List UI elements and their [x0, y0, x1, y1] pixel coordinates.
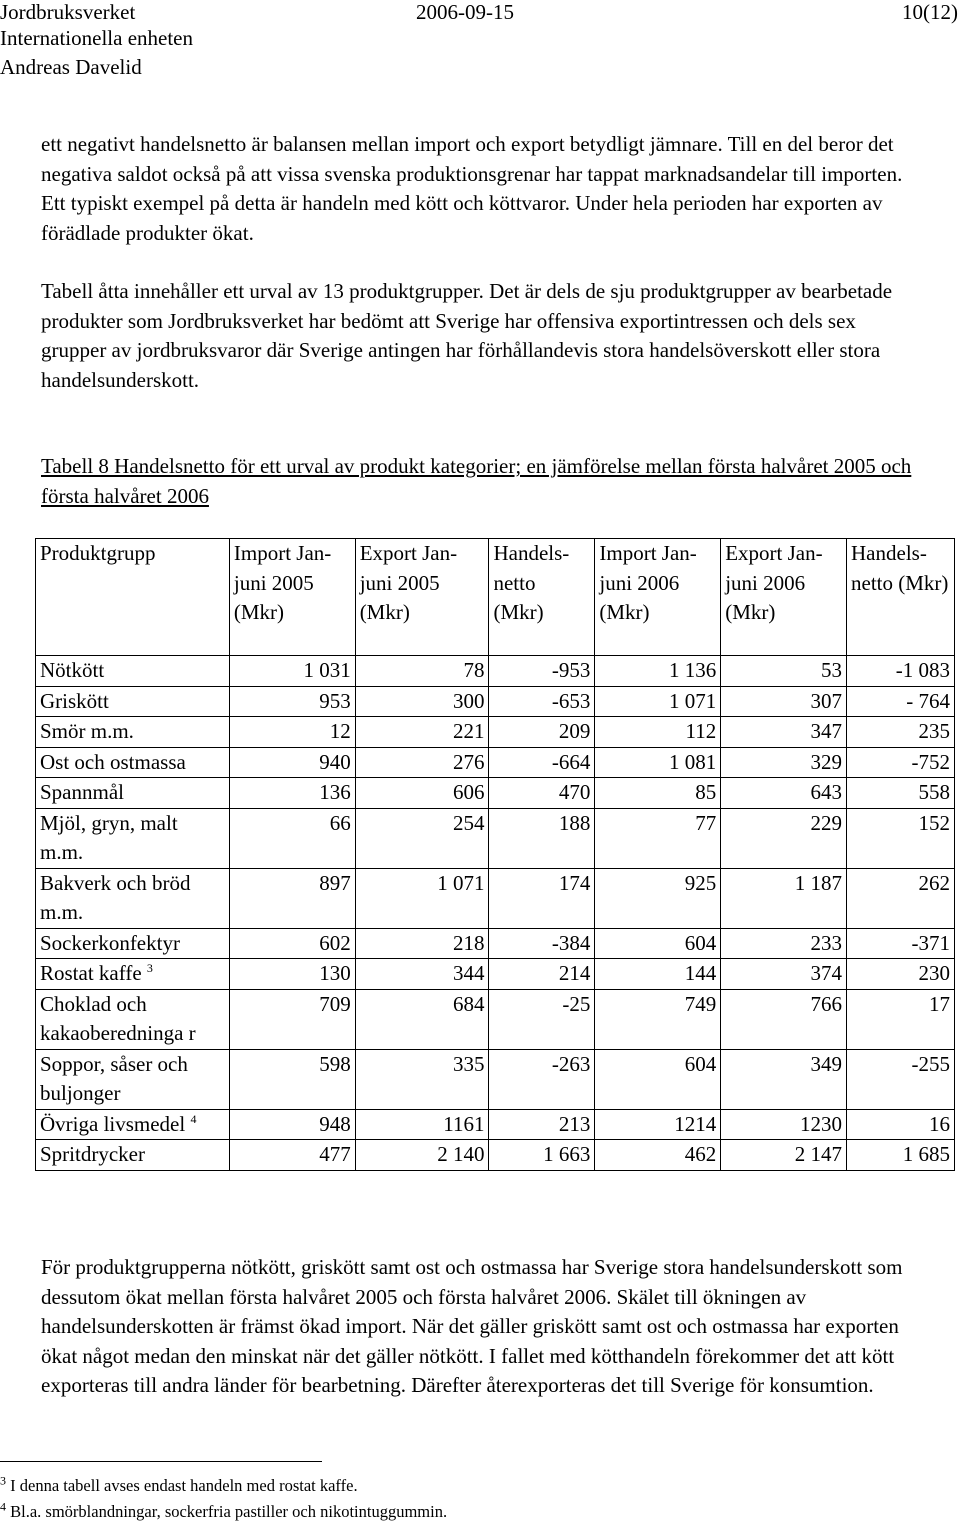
product-group-name: Sockerkonfektyr — [40, 930, 180, 955]
header-date: 2006-09-15 — [416, 0, 514, 24]
value-cell: -1 083 — [847, 656, 955, 687]
value-cell: -25 — [489, 989, 595, 1049]
value-cell: 152 — [847, 808, 955, 868]
value-cell: 229 — [721, 808, 847, 868]
value-cell: -653 — [489, 686, 595, 717]
value-cell: 144 — [595, 959, 721, 990]
value-cell: 214 — [489, 959, 595, 990]
product-group-name: Spannmål — [40, 780, 124, 804]
footnote-3 — [0, 1473, 358, 1496]
value-cell: 598 — [229, 1049, 355, 1109]
value-cell: 558 — [847, 778, 955, 809]
table-row — [36, 989, 955, 1049]
value-cell: 78 — [355, 656, 489, 687]
product-group-name: Smör m.m. — [40, 719, 134, 743]
header-org: Jordbruksverket — [0, 0, 136, 24]
product-group-name: Ost och ostmassa — [40, 749, 186, 774]
value-cell: 235 — [847, 717, 955, 748]
value-cell: 1 685 — [847, 1140, 955, 1171]
product-group-name: Spritdrycker — [40, 1142, 145, 1166]
product-group-cell — [36, 868, 230, 928]
value-cell: 347 — [721, 717, 847, 748]
value-cell: 1161 — [355, 1109, 489, 1140]
footnote-separator — [0, 1461, 322, 1462]
table-row — [36, 1140, 955, 1171]
table-row — [36, 717, 955, 748]
product-group-cell — [36, 686, 230, 717]
value-cell: 221 — [355, 717, 489, 748]
value-cell: 604 — [595, 1049, 721, 1109]
table-row — [36, 686, 955, 717]
value-cell: 602 — [229, 928, 355, 959]
table-body — [36, 656, 955, 1171]
value-cell: 1 663 — [489, 1140, 595, 1171]
table-row — [36, 747, 955, 778]
header-unit: Internationella enheten — [0, 26, 193, 50]
value-cell: 940 — [229, 747, 355, 778]
value-cell: - 764 — [847, 686, 955, 717]
product-group-cell — [36, 989, 230, 1049]
product-group-cell — [36, 747, 230, 778]
column-header: Handels-netto (Mkr) — [847, 539, 955, 656]
value-cell: 766 — [721, 989, 847, 1049]
value-cell: 66 — [229, 808, 355, 868]
value-cell: 300 — [355, 686, 489, 717]
value-cell: -664 — [489, 747, 595, 778]
value-cell: 925 — [595, 868, 721, 928]
value-cell: -371 — [847, 928, 955, 959]
value-cell: 1 071 — [595, 686, 721, 717]
table-row — [36, 808, 955, 868]
product-group-cell — [36, 1140, 230, 1171]
trade-balance-table — [35, 538, 955, 1171]
table-row — [36, 928, 955, 959]
product-group-cell — [36, 656, 230, 687]
value-cell: 307 — [721, 686, 847, 717]
value-cell: 684 — [355, 989, 489, 1049]
product-group-cell — [36, 928, 230, 959]
table-row — [36, 656, 955, 687]
value-cell: 606 — [355, 778, 489, 809]
value-cell: 1 071 — [355, 868, 489, 928]
value-cell: 130 — [229, 959, 355, 990]
column-header: Produktgrupp — [36, 539, 230, 656]
table-row — [36, 1049, 955, 1109]
value-cell: 329 — [721, 747, 847, 778]
value-cell: 953 — [229, 686, 355, 717]
footnote-number: 3 — [0, 1473, 6, 1488]
table-header-row — [36, 539, 955, 656]
column-header: Import Jan-juni 2006 (Mkr) — [595, 539, 721, 656]
value-cell: -953 — [489, 656, 595, 687]
column-header: Export Jan-juni 2005 (Mkr) — [355, 539, 489, 656]
table-row — [36, 959, 955, 990]
product-group-cell — [36, 959, 230, 990]
value-cell: 1 081 — [595, 747, 721, 778]
value-cell: 643 — [721, 778, 847, 809]
product-group-cell — [36, 808, 230, 868]
product-group-cell — [36, 778, 230, 809]
column-header: Import Jan-juni 2005 (Mkr) — [229, 539, 355, 656]
paragraph-analysis: För produktgrupperna nötkött, griskött samt ost och ostmassa har Sverige stora handelsunderskott som dessutom ökat mellan första halvåret 2005 och första halvåret 2006. Skälet till ökningen av handelsunderskotten är främst ökad import. När det gäller griskött samt ost och ostmassa har exporten ökat något medan den minskat när det gäller nötkött. I fallet med kötthandeln förekommer det att kött exporteras till andra länder för bearbetning. Därefter återexporteras det till Sverige för konsumtion. — [41, 1255, 903, 1397]
value-cell: 2 147 — [721, 1140, 847, 1171]
value-cell: 188 — [489, 808, 595, 868]
value-cell: 218 — [355, 928, 489, 959]
product-group-name: Choklad och kakaoberedninga r — [40, 991, 196, 1045]
value-cell: 174 — [489, 868, 595, 928]
value-cell: 213 — [489, 1109, 595, 1140]
table-row — [36, 1109, 955, 1140]
product-group-name: Soppor, såser och buljonger — [40, 1051, 188, 1105]
product-group-name: Övriga livsmedel — [40, 1111, 186, 1136]
value-cell: -752 — [847, 747, 955, 778]
value-cell: 349 — [721, 1049, 847, 1109]
footnote-text: Bl.a. smörblandningar, sockerfria pastiller och nikotintuggummin. — [10, 1502, 448, 1521]
value-cell: -263 — [489, 1049, 595, 1109]
value-cell: 17 — [847, 989, 955, 1049]
product-group-name: Mjöl, gryn, malt m.m. — [40, 810, 178, 864]
value-cell: 2 140 — [355, 1140, 489, 1171]
value-cell: 233 — [721, 928, 847, 959]
column-header: Export Jan-juni 2006 (Mkr) — [721, 539, 847, 656]
product-group-cell — [36, 717, 230, 748]
header-page-number: 10(12) — [902, 0, 958, 24]
value-cell: -255 — [847, 1049, 955, 1109]
footnote-text: I denna tabell avses endast handeln med rostat kaffe. — [10, 1476, 358, 1495]
product-group-name: Bakverk och bröd m.m. — [40, 870, 191, 924]
value-cell: 77 — [595, 808, 721, 868]
footnote-number: 4 — [0, 1499, 6, 1514]
value-cell: -384 — [489, 928, 595, 959]
value-cell: 1214 — [595, 1109, 721, 1140]
table-row — [36, 778, 955, 809]
value-cell: 1230 — [721, 1109, 847, 1140]
value-cell: 335 — [355, 1049, 489, 1109]
value-cell: 262 — [847, 868, 955, 928]
paragraph-intro: ett negativt handelsnetto är balansen mellan import och export betydligt jämnare. Till en del beror det negativa saldot också på att vissa svenska produktionsgrenar har tappat marknadsandelar till importen. Ett typiskt exempel på detta är handeln med kött och köttvaror. Under hela perioden har exporten av förädlade produkter ökat. — [41, 132, 903, 245]
value-cell: 112 — [595, 717, 721, 748]
value-cell: 477 — [229, 1140, 355, 1171]
column-header: Handels-netto (Mkr) — [489, 539, 595, 656]
product-group-name: Nötkött — [40, 658, 105, 682]
footnote-4 — [0, 1499, 448, 1522]
footnote-reference: 3 — [146, 961, 153, 975]
value-cell: 53 — [721, 656, 847, 687]
value-cell: 12 — [229, 717, 355, 748]
table-caption: Tabell 8 Handelsnetto för ett urval av produkt kategorier; en jämförelse mellan första halvåret 2005 och första halvåret 2006 — [41, 454, 912, 508]
value-cell: 1 187 — [721, 868, 847, 928]
product-group-cell — [36, 1049, 230, 1109]
value-cell: 374 — [721, 959, 847, 990]
value-cell: 470 — [489, 778, 595, 809]
value-cell: 604 — [595, 928, 721, 959]
value-cell: 709 — [229, 989, 355, 1049]
value-cell: 136 — [229, 778, 355, 809]
value-cell: 16 — [847, 1109, 955, 1140]
value-cell: 344 — [355, 959, 489, 990]
value-cell: 462 — [595, 1140, 721, 1171]
value-cell: 1 136 — [595, 656, 721, 687]
header-author: Andreas Davelid — [0, 55, 142, 79]
product-group-name: Rostat kaffe — [40, 961, 142, 985]
value-cell: 897 — [229, 868, 355, 928]
value-cell: 85 — [595, 778, 721, 809]
value-cell: 254 — [355, 808, 489, 868]
value-cell: 948 — [229, 1109, 355, 1140]
table-row — [36, 868, 955, 928]
value-cell: 209 — [489, 717, 595, 748]
paragraph-table-description: Tabell åtta innehåller ett urval av 13 produktgrupper. Det är dels de sju produktgrupper av bearbetade produkter som Jordbruksverket har bedömt att Sverige har offensiva exportintressen och dels sex grupper av jordbruksvaror där Sverige antingen har förhållandevis stora handelsöverskott eller stora handelsunderskott. — [41, 279, 893, 392]
value-cell: 230 — [847, 959, 955, 990]
product-group-cell — [36, 1109, 230, 1140]
value-cell: 749 — [595, 989, 721, 1049]
footnote-reference: 4 — [190, 1111, 197, 1126]
product-group-name: Griskött — [40, 688, 109, 713]
value-cell: 276 — [355, 747, 489, 778]
value-cell: 1 031 — [229, 656, 355, 687]
